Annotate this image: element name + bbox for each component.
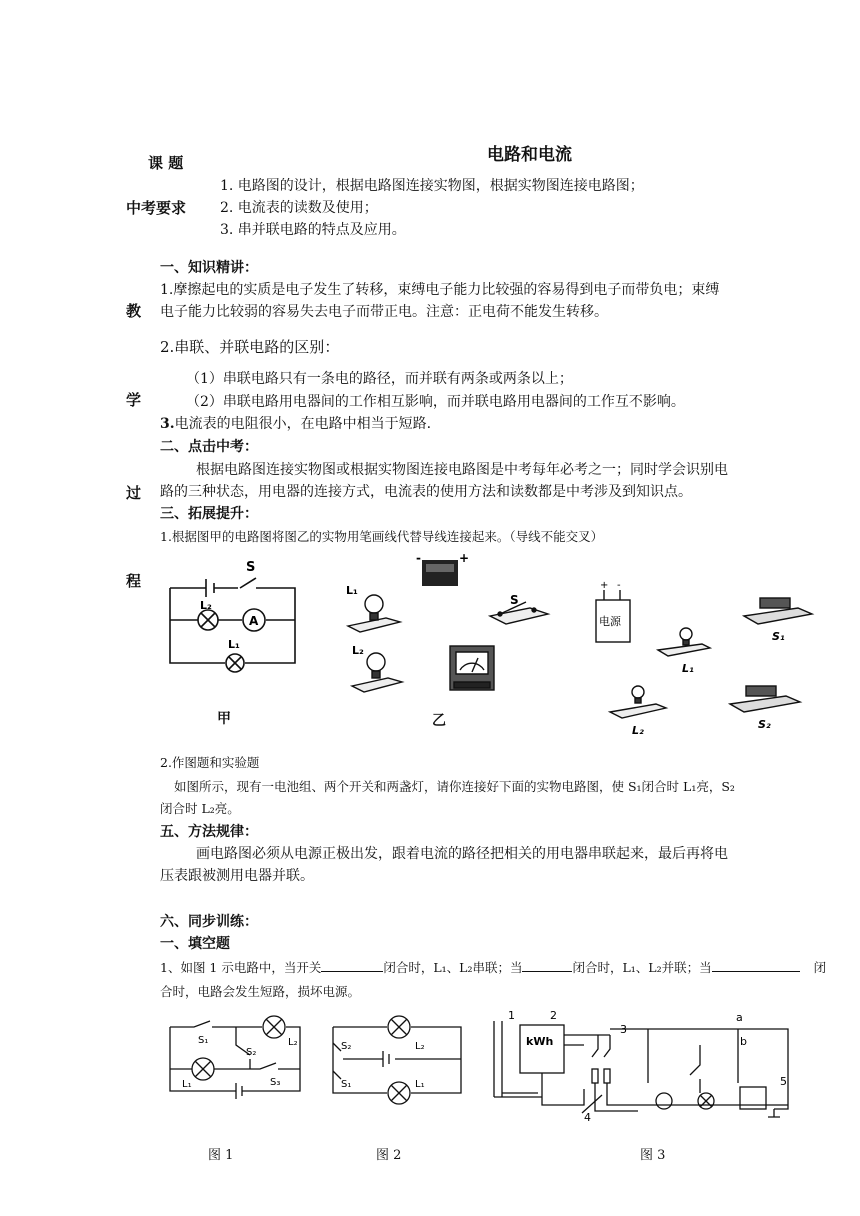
label-b: b: [740, 1035, 747, 1048]
section-heading: 五、方法规律：: [160, 824, 258, 840]
lamp-l2-icon: [610, 686, 666, 718]
section-heading: 六、同步训练：: [160, 914, 258, 930]
label-l2: L₂: [200, 599, 212, 612]
label-s2: S₂: [758, 718, 771, 731]
page-title: 电路和电流: [487, 145, 572, 165]
label-l2: L₂: [352, 644, 364, 657]
label-2: 2: [550, 1009, 557, 1022]
fill-question-line: 合时，电路会发生短路，损坏电源。: [160, 984, 361, 999]
label-s2: S₂: [341, 1041, 352, 1052]
label-3: 3: [620, 1023, 627, 1036]
bulb-l1-icon: [348, 595, 400, 632]
label-s: S: [246, 560, 256, 575]
topic-label: 课 题: [148, 154, 184, 172]
figure-caption: 图 2: [376, 1148, 402, 1163]
question-line: 闭合时 L₂亮。: [160, 801, 240, 816]
svg-text:-: -: [416, 551, 421, 565]
question-line: 1.根据图甲的电路图将图乙的实物用笔画线代替导线连接起来。（导线不能交叉）: [160, 529, 604, 544]
circuit-figure-1: [160, 1015, 310, 1115]
requirement-item: 2. 电流表的读数及使用；: [220, 200, 378, 216]
answer-blank[interactable]: [522, 959, 572, 972]
label-l1: L₁: [182, 1079, 192, 1090]
subsection-heading: 一、填空题: [160, 936, 230, 952]
figure-caption-yi: 乙: [432, 713, 446, 729]
components-figure-yi: [340, 548, 560, 728]
item-text: 电流表的电阻很小，在电路中相当于短路.: [174, 416, 432, 432]
paragraph-line: 电子能力比较弱的容易失去电子而带正电。注意：正电荷不能发生转移。: [160, 304, 608, 320]
label-l1: L₁: [415, 1079, 425, 1090]
paragraph-line: 根据电路图连接实物图或根据实物图连接电路图是中考每年必考之一；同时学会识别电: [196, 462, 728, 478]
circuit-diagram-jia: [160, 555, 310, 675]
side-char: 程: [126, 572, 142, 590]
question-text: 闭合时，L₁、L₂并联；当: [572, 960, 712, 975]
label-s1: S₁: [198, 1035, 209, 1046]
label-s: S: [510, 593, 519, 607]
question-text: 闭合时，L₁、L₂串联；当: [383, 960, 523, 975]
answer-blank[interactable]: [712, 959, 800, 972]
switch-s1-icon: [744, 598, 812, 624]
section-heading: 二、点击中考：: [160, 439, 258, 455]
paragraph-line: （2）串联电路用电器间的工作相互影响，而并联电路用电器间的工作互不影响。: [186, 394, 685, 410]
paragraph-line: 1.摩擦起电的实质是电子发生了转移，束缚电子能力比较强的容易得到电子而带负电；束缚: [160, 282, 720, 298]
item-number: 3.: [160, 416, 175, 432]
side-char: 学: [126, 391, 142, 409]
requirement-item: 3. 串并联电路的特点及应用。: [220, 222, 406, 238]
requirement-item: 1. 电路图的设计，根据电路图连接实物图，根据实物图连接电路图；: [220, 178, 644, 194]
label-l1: L₁: [228, 638, 240, 651]
label-s2: S₂: [246, 1047, 257, 1058]
meter-kwh-label: kWh: [526, 1035, 554, 1048]
label-l1: L₁: [346, 584, 358, 597]
section-heading: 三、拓展提升：: [160, 506, 258, 522]
paragraph-line: （1）串联电路只有一条电的路径，而并联有两条或两条以上；: [186, 371, 573, 387]
terminal-plus-sign: +: [600, 580, 609, 591]
figure-caption: 图 3: [640, 1148, 666, 1163]
circuit-figure-2: [325, 1015, 465, 1115]
battery-label: 电源: [599, 615, 621, 628]
label-s3: S₃: [270, 1077, 281, 1088]
question-line: 如图所示，现有一电池组、两个开关和两盏灯，请你连接好下面的实物电路图，使 S₁闭合时 L₁亮，S₂: [174, 779, 735, 794]
components-figure-right: [590, 580, 820, 740]
lamp-l1-icon: [658, 628, 710, 656]
paragraph-line: 压表跟被测用电器并联。: [160, 868, 314, 884]
fill-question: [160, 958, 826, 976]
label-1: 1: [508, 1009, 515, 1022]
label-s1: S₁: [772, 630, 785, 643]
label-l2: L₂: [632, 724, 644, 737]
ammeter-symbol: A: [249, 614, 259, 628]
household-circuit-figure-3: [488, 1005, 800, 1123]
section-heading: 一、知识精讲：: [160, 260, 258, 276]
figure-caption: 图 1: [208, 1148, 234, 1163]
label-5: 5: [780, 1075, 787, 1088]
label-l2: L₂: [288, 1037, 298, 1048]
requirements-label: 中考要求: [126, 199, 187, 217]
side-char: 教: [126, 302, 142, 320]
label-l1: L₁: [682, 662, 694, 675]
bulb-l2-icon: [352, 653, 402, 692]
paragraph-line: 2.串联、并联电路的区别：: [160, 338, 340, 356]
paragraph-line: [160, 413, 431, 433]
paragraph-line: 画电路图必须从电源正极出发，跟着电流的路径把相关的用电器串联起来，最后再将电: [196, 846, 728, 862]
switch-icon: [490, 602, 548, 624]
answer-blank[interactable]: [321, 959, 383, 972]
paragraph-line: 路的三种状态，用电器的连接方式，电流表的使用方法和读数都是中考涉及到知识点。: [160, 484, 692, 500]
side-char: 过: [126, 484, 142, 502]
ammeter-icon: [450, 646, 494, 690]
figure-caption-jia: 甲: [217, 711, 231, 727]
question-text: 1、如图 1 示电路中，当开关: [160, 960, 322, 975]
label-s1: S₁: [341, 1079, 352, 1090]
label-l2: L₂: [415, 1041, 425, 1052]
battery-pack-icon: [416, 551, 469, 586]
svg-text:+: +: [459, 551, 470, 565]
switch-s2-icon: [730, 686, 800, 712]
question-title: 2.作图题和实验题: [160, 755, 260, 770]
label-4: 4: [584, 1111, 591, 1123]
terminal-minus-sign: -: [617, 580, 621, 591]
label-a: a: [736, 1011, 743, 1024]
question-text: 闭: [813, 960, 827, 975]
